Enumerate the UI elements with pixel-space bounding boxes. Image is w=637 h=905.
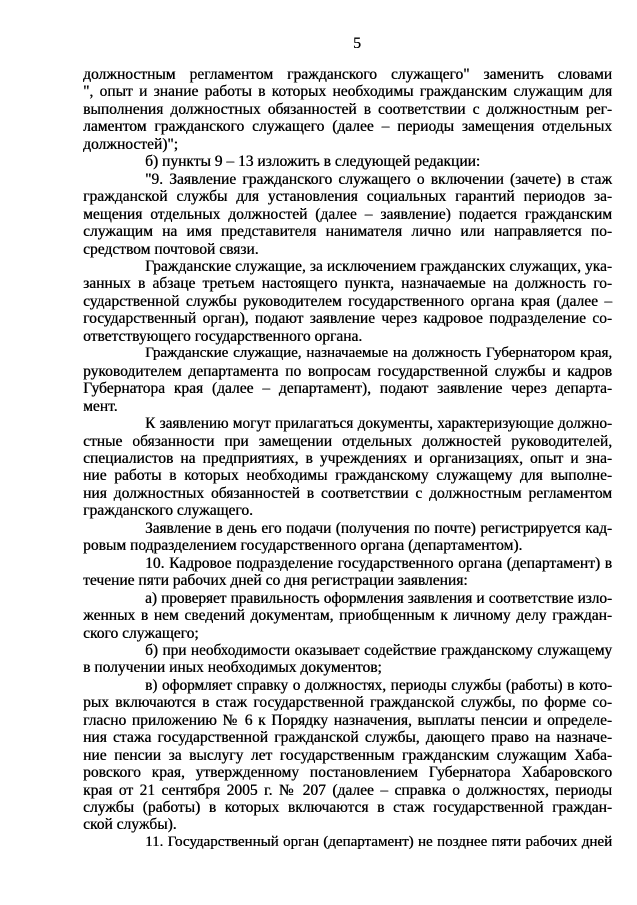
text-line: а) проверяет правильность оформления заявления и соответствие изло- (145, 589, 612, 607)
text-line: гласно приложению № 6 к Порядку назначения, выплаты пенсии и определе- (83, 711, 612, 729)
text-line: руководителем департамента по вопросам государственной службы и кадров (83, 362, 612, 380)
text-line: Губернатора края (далее – департамент), подают заявление через департа- (83, 380, 612, 398)
text-line: службы (работы) в которых включаются в стаж государственной граждан- (83, 799, 612, 817)
text-line: "9. Заявление гражданского служащего о включении (зачете) в стаж (145, 170, 612, 188)
text-line: Заявление в день его подачи (получения по почте) регистрируется кад- (145, 519, 612, 537)
text-line: выполнения должностных обязанностей в соответствии с должностным рег- (83, 100, 612, 118)
text-line: ского служащего; (83, 624, 199, 642)
text-line: гражданского служащего. (83, 502, 253, 520)
text-line: ния стажа государственной гражданской службы, дающего право на назначе- (83, 729, 612, 747)
text-line: женных в нем сведений документам, приобщенным к личному делу граждан- (83, 607, 612, 625)
text-line: К заявлению могут прилагаться документы, характеризующие должно- (145, 415, 612, 433)
text-line: ламентом гражданского служащего (далее – периоды замещения отдельных (83, 118, 612, 136)
text-line: служащим на имя представителя нанимателя лично или направляется по- (83, 223, 612, 241)
text-line: края от 21 сентября 2005 г. № 207 (далее – справка о должностях, периоды (83, 781, 612, 799)
text-line: мент. (83, 397, 118, 415)
text-line: рых включаются в стаж государственной гражданской службы, по форме со- (83, 694, 612, 712)
text-line: мещения отдельных должностей (далее – заявление) подается гражданским (83, 205, 612, 223)
text-line: стные обязанности при замещении отдельных должностей руководителей, (83, 432, 612, 450)
text-line: ровского края, утвержденному постановлением Губернатора Хабаровского (83, 764, 612, 782)
text-line: ской службы). (83, 816, 177, 834)
text-line: Гражданские служащие, за исключением гражданских служащих, ука- (145, 257, 612, 275)
text-line: государственный орган), подают заявление через кадровое подразделение со- (83, 310, 612, 328)
text-line: специалистов на предприятиях, в учреждениях и организациях, опыт и зна- (83, 449, 612, 467)
text-line: ние работы в которых необходимы гражданскому служащему для выполне- (83, 467, 612, 485)
text-line: средством почтовой связи. (83, 240, 259, 258)
page-number: 5 (353, 35, 361, 52)
text-line: 10. Кадровое подразделение государственного органа (департамент) в (145, 554, 612, 572)
text-line: ние пенсии за выслугу лет государственным гражданским служащим Хаба- (83, 746, 612, 764)
text-line: должностей)"; (83, 135, 178, 153)
text-line: гражданской службы для установления социальных гарантий периодов за- (83, 188, 612, 206)
text-line: занных в абзаце третьем настоящего пункта, назначаемые на должность го- (83, 275, 612, 293)
text-line: ответствующего государственного органа. (83, 327, 363, 345)
text-line: сударственной службы руководителем государственного органа края (далее – (83, 292, 612, 310)
text-line: ровым подразделением государственного органа (департаментом). (83, 537, 523, 555)
text-line: б) пункты 9 – 13 изложить в следующей редакции: (145, 153, 481, 171)
text-line: ", опыт и знание работы в которых необходимы гражданским служащим для (83, 83, 612, 101)
text-line: б) при необходимости оказывает содействие гражданскому служащему (145, 641, 612, 659)
text-line: ния должностных обязанностей в соответствии с должностным регламентом (83, 484, 612, 502)
text-line: 11. Государственный орган (департамент) не позднее пяти рабочих дней (145, 833, 612, 850)
text-line: течение пяти рабочих дней со дня регистрации заявления: (83, 572, 468, 590)
text-line: Гражданские служащие, назначаемые на должность Губернатором края, (145, 345, 612, 362)
text-line: должностным регламентом гражданского служащего" заменить словами (83, 66, 612, 83)
text-line: в получении иных необходимых документов; (83, 659, 382, 677)
document-body (83, 66, 612, 851)
text-line: в) оформляет справку о должностях, периоды службы (работы) в кото- (145, 676, 612, 694)
